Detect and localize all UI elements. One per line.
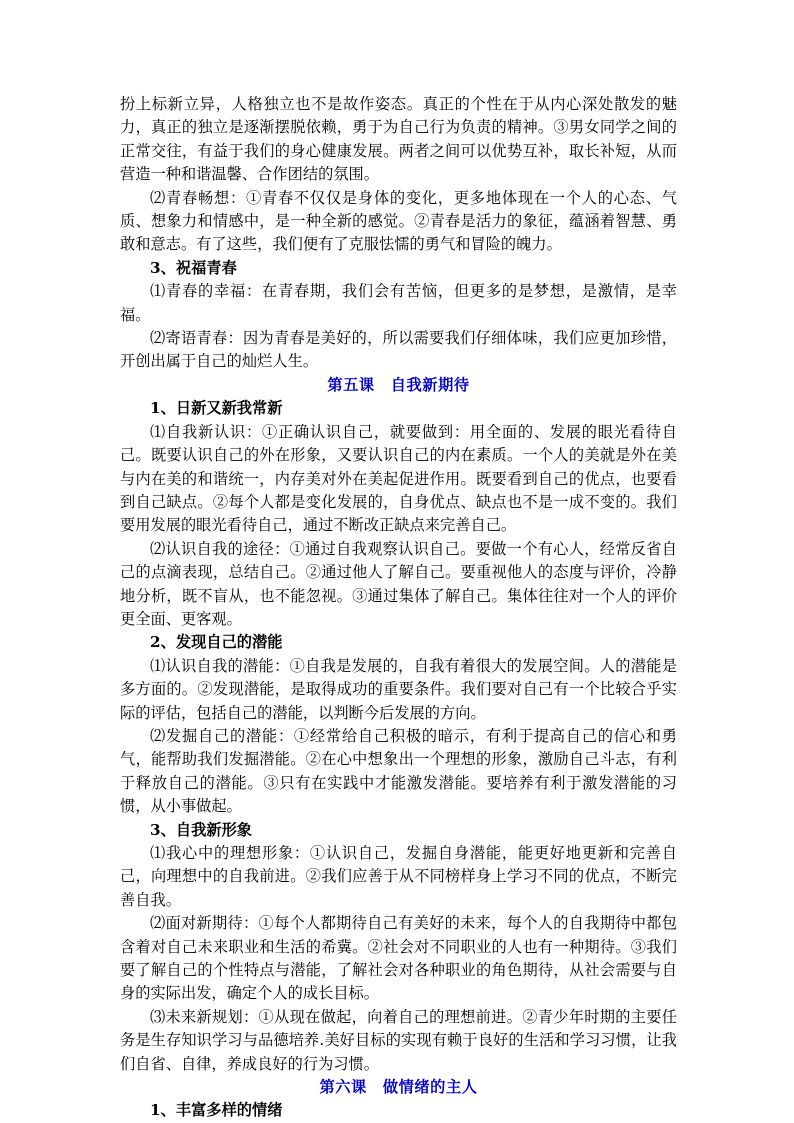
lesson-title [120, 374, 677, 397]
body-paragraph: ⑵青春畅想：①青春不仅仅是身体的变化，更多地体现在一个人的心态、气质、想象力和情感中，是一种全新的感觉。②青春是活力的象征，蕴涵着智慧、勇敢和意志。有了这些，我们便有了克服怯懦的勇气和冒险的魄力。 [120, 188, 677, 254]
body-paragraph: ⑵认识自我的途径：①通过自我观察认识自己。要做一个有心人，经常反省自己的点滴表现，总结自己。②通过他人了解自己。要重视他人的态度与评价，冷静地分析，既不盲从，也不能忽视。③通过集体了解自己。集体往往对一个人的评价更全面、更客观。 [120, 539, 677, 628]
lesson-name: 做情绪的主人 [382, 1078, 478, 1097]
lesson-number: 第六课 [319, 1078, 367, 1097]
section-heading: 3、祝福青春 [150, 258, 237, 277]
lesson-name: 自我新期待 [390, 375, 470, 394]
section-heading: 1、日新又新我常新 [150, 399, 283, 418]
section-heading: 1、丰富多样的情绪 [150, 1101, 283, 1120]
section-heading: 2、发现自己的潜能 [150, 633, 283, 652]
body-paragraph: ⑵面对新期待：①每个人都期待自己有美好的未来，每个人的自我期待中都包含着对自己未来职业和生活的希冀。②社会对不同职业的人也有一种期待。③我们要了解自己的个性特点与潜能，了解社会对各种职业的角色期待，从社会需要与自身的实际出发，确定个人的成长目标。 [120, 914, 677, 1003]
body-paragraph: ⑵发掘自己的潜能：①经常给自己积极的暗示，有利于提高自己的信心和勇气，能帮助我们发掘潜能。②在心中想象出一个理想的形象，激励自己斗志，有利于释放自己的潜能。③只有在实践中才能激发潜能。要培养有利于激发潜能的习惯，从小事做起。 [120, 726, 677, 816]
body-paragraph: ⑵寄语青春：因为青春是美好的，所以需要我们仔细体味，我们应更加珍惜，开创出属于自己的灿烂人生。 [120, 329, 677, 371]
body-paragraph: 扮上标新立异，人格独立也不是故作姿态。真正的个性在于从内心深处散发的魅力，真正的独立是逐渐摆脱依赖，勇于为自己行为负责的精神。③男女同学之间的正常交往，有益于我们的身心健康发展。两者之间可以优势互补，取长补短，从而营造一种和谐温馨、合作团结的氛围。 [120, 95, 677, 184]
body-paragraph: ⑶未来新规划：①从现在做起，向着自己的理想前进。②青少年时期的主要任务是生存知识学习与品德培养.美好目标的实现有赖于良好的生活和学习习惯，让我们自省、自律，养成良好的行为习惯。 [120, 1007, 677, 1073]
body-paragraph: ⑴自我新认识：①正确认识自己，就要做到：用全面的、发展的眼光看待自己。既要认识自己的外在形象，又要认识自己的内在素质。一个人的美就是外在美与内在美的和谐统一，内存美对外在美起促进作用。既要看到自己的优点，也要看到自己缺点。②每个人都是变化发展的，自身优点、缺点也不是一成不变的。我们要用发展的眼光看待自己，通过不断改正缺点来完善自己。 [120, 422, 677, 535]
lesson-number: 第五课 [327, 375, 375, 394]
body-paragraph: ⑴我心中的理想形象：①认识自己，发掘自身潜能，能更好地更新和完善自己，向理想中的自我前进。②我们应善于从不同榜样身上学习不同的优点，不断完善自我。 [120, 844, 677, 909]
document-page [120, 93, 677, 1123]
lesson-title [120, 1076, 677, 1099]
body-paragraph: ⑴青春的幸福：在青春期，我们会有苦恼，但更多的是梦想，是激情，是幸福。 [120, 282, 677, 324]
body-paragraph: ⑴认识自我的潜能：①自我是发展的，自我有着很大的发展空间。人的潜能是多方面的。②发现潜能，是取得成功的重要条件。我们要对自己有一个比较合乎实际的评估，包括自己的潜能，以判断今后发展的方向。 [120, 656, 677, 722]
section-heading: 3、自我新形象 [150, 820, 253, 839]
